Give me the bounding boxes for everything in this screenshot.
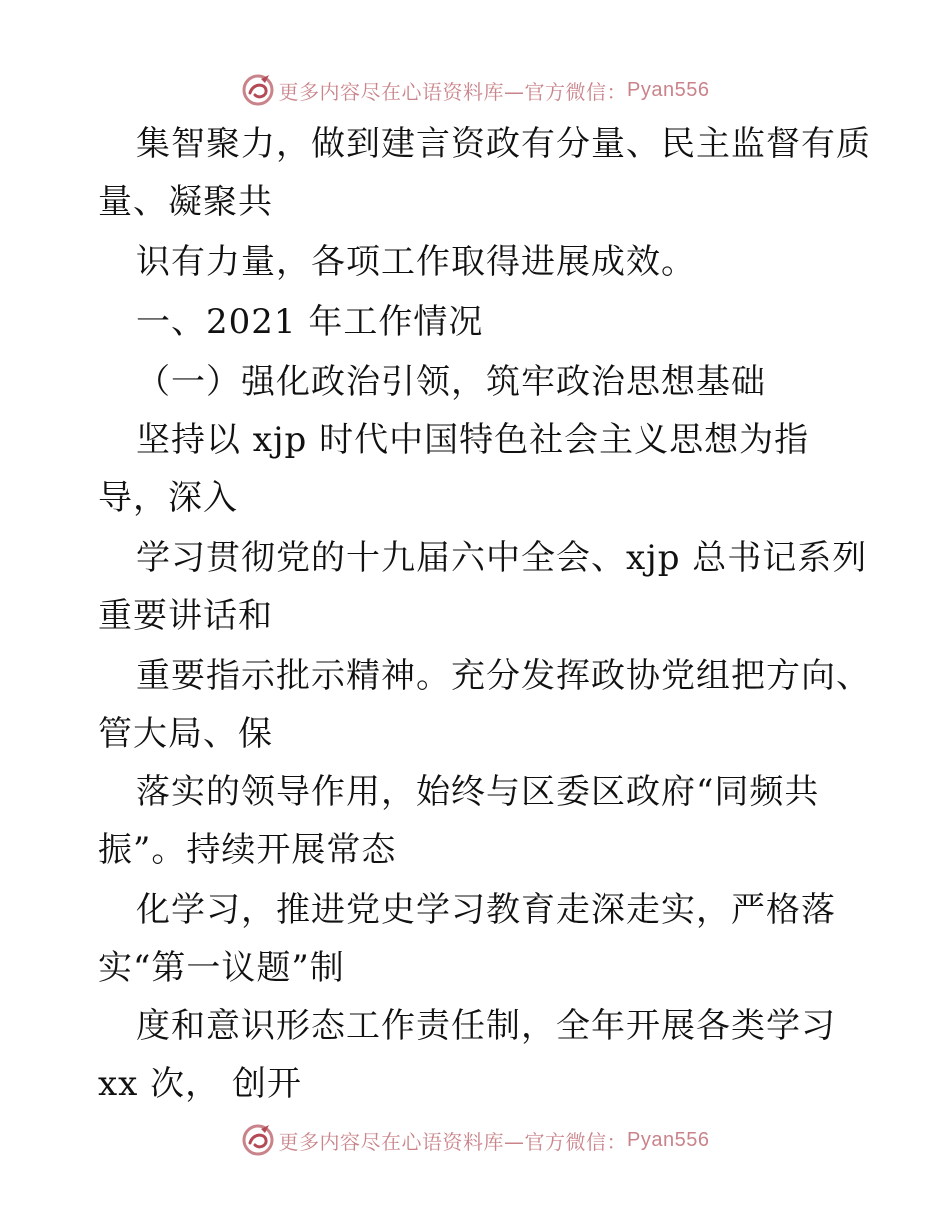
text-line: 振”。持续开展常态 [98, 830, 397, 870]
text-line: 学习贯彻党的十九届六中全会、xjp 总书记系列 [136, 538, 868, 578]
text-line: 重要指示批示精神。充分发挥政协党组把方向、 [136, 656, 871, 696]
watermark-header [0, 70, 950, 110]
text-line: 管大局、保 [98, 714, 273, 754]
text-line: 度和意识形态工作责任制，全年开展各类学习 [136, 1006, 836, 1046]
subsection-heading: （一）强化政治引领，筑牢政治思想基础 [136, 362, 766, 402]
swirl-logo-icon [241, 1123, 275, 1157]
section-heading: 一、2021 年工作情况 [136, 302, 484, 342]
swirl-logo-icon [241, 73, 275, 107]
text-line: 重要讲话和 [98, 596, 273, 636]
text-line: 实“第一议题”制 [98, 948, 345, 988]
text-line: 量、凝聚共 [98, 182, 273, 222]
text-line: 坚持以 xjp 时代中国特色社会主义思想为指 [136, 420, 810, 460]
text-line: 落实的领导作用，始终与区委区政府“同频共 [136, 772, 820, 812]
watermark-text: 更多内容尽在心语资料库—官方微信： [278, 1129, 628, 1154]
text-line: 识有力量，各项工作取得进展成效。 [136, 242, 696, 282]
watermark-text: 更多内容尽在心语资料库—官方微信： [278, 79, 628, 104]
watermark-footer [0, 1120, 950, 1160]
watermark-account: Pyan556 [627, 1128, 710, 1151]
text-line: 集智聚力，做到建言资政有分量、民主监督有质 [136, 124, 871, 164]
text-line: 导，深入 [98, 478, 238, 518]
watermark-account: Pyan556 [627, 78, 710, 101]
text-line: 化学习，推进党史学习教育走深走实，严格落 [136, 890, 836, 930]
text-line: xx 次， 创开 [98, 1064, 302, 1104]
